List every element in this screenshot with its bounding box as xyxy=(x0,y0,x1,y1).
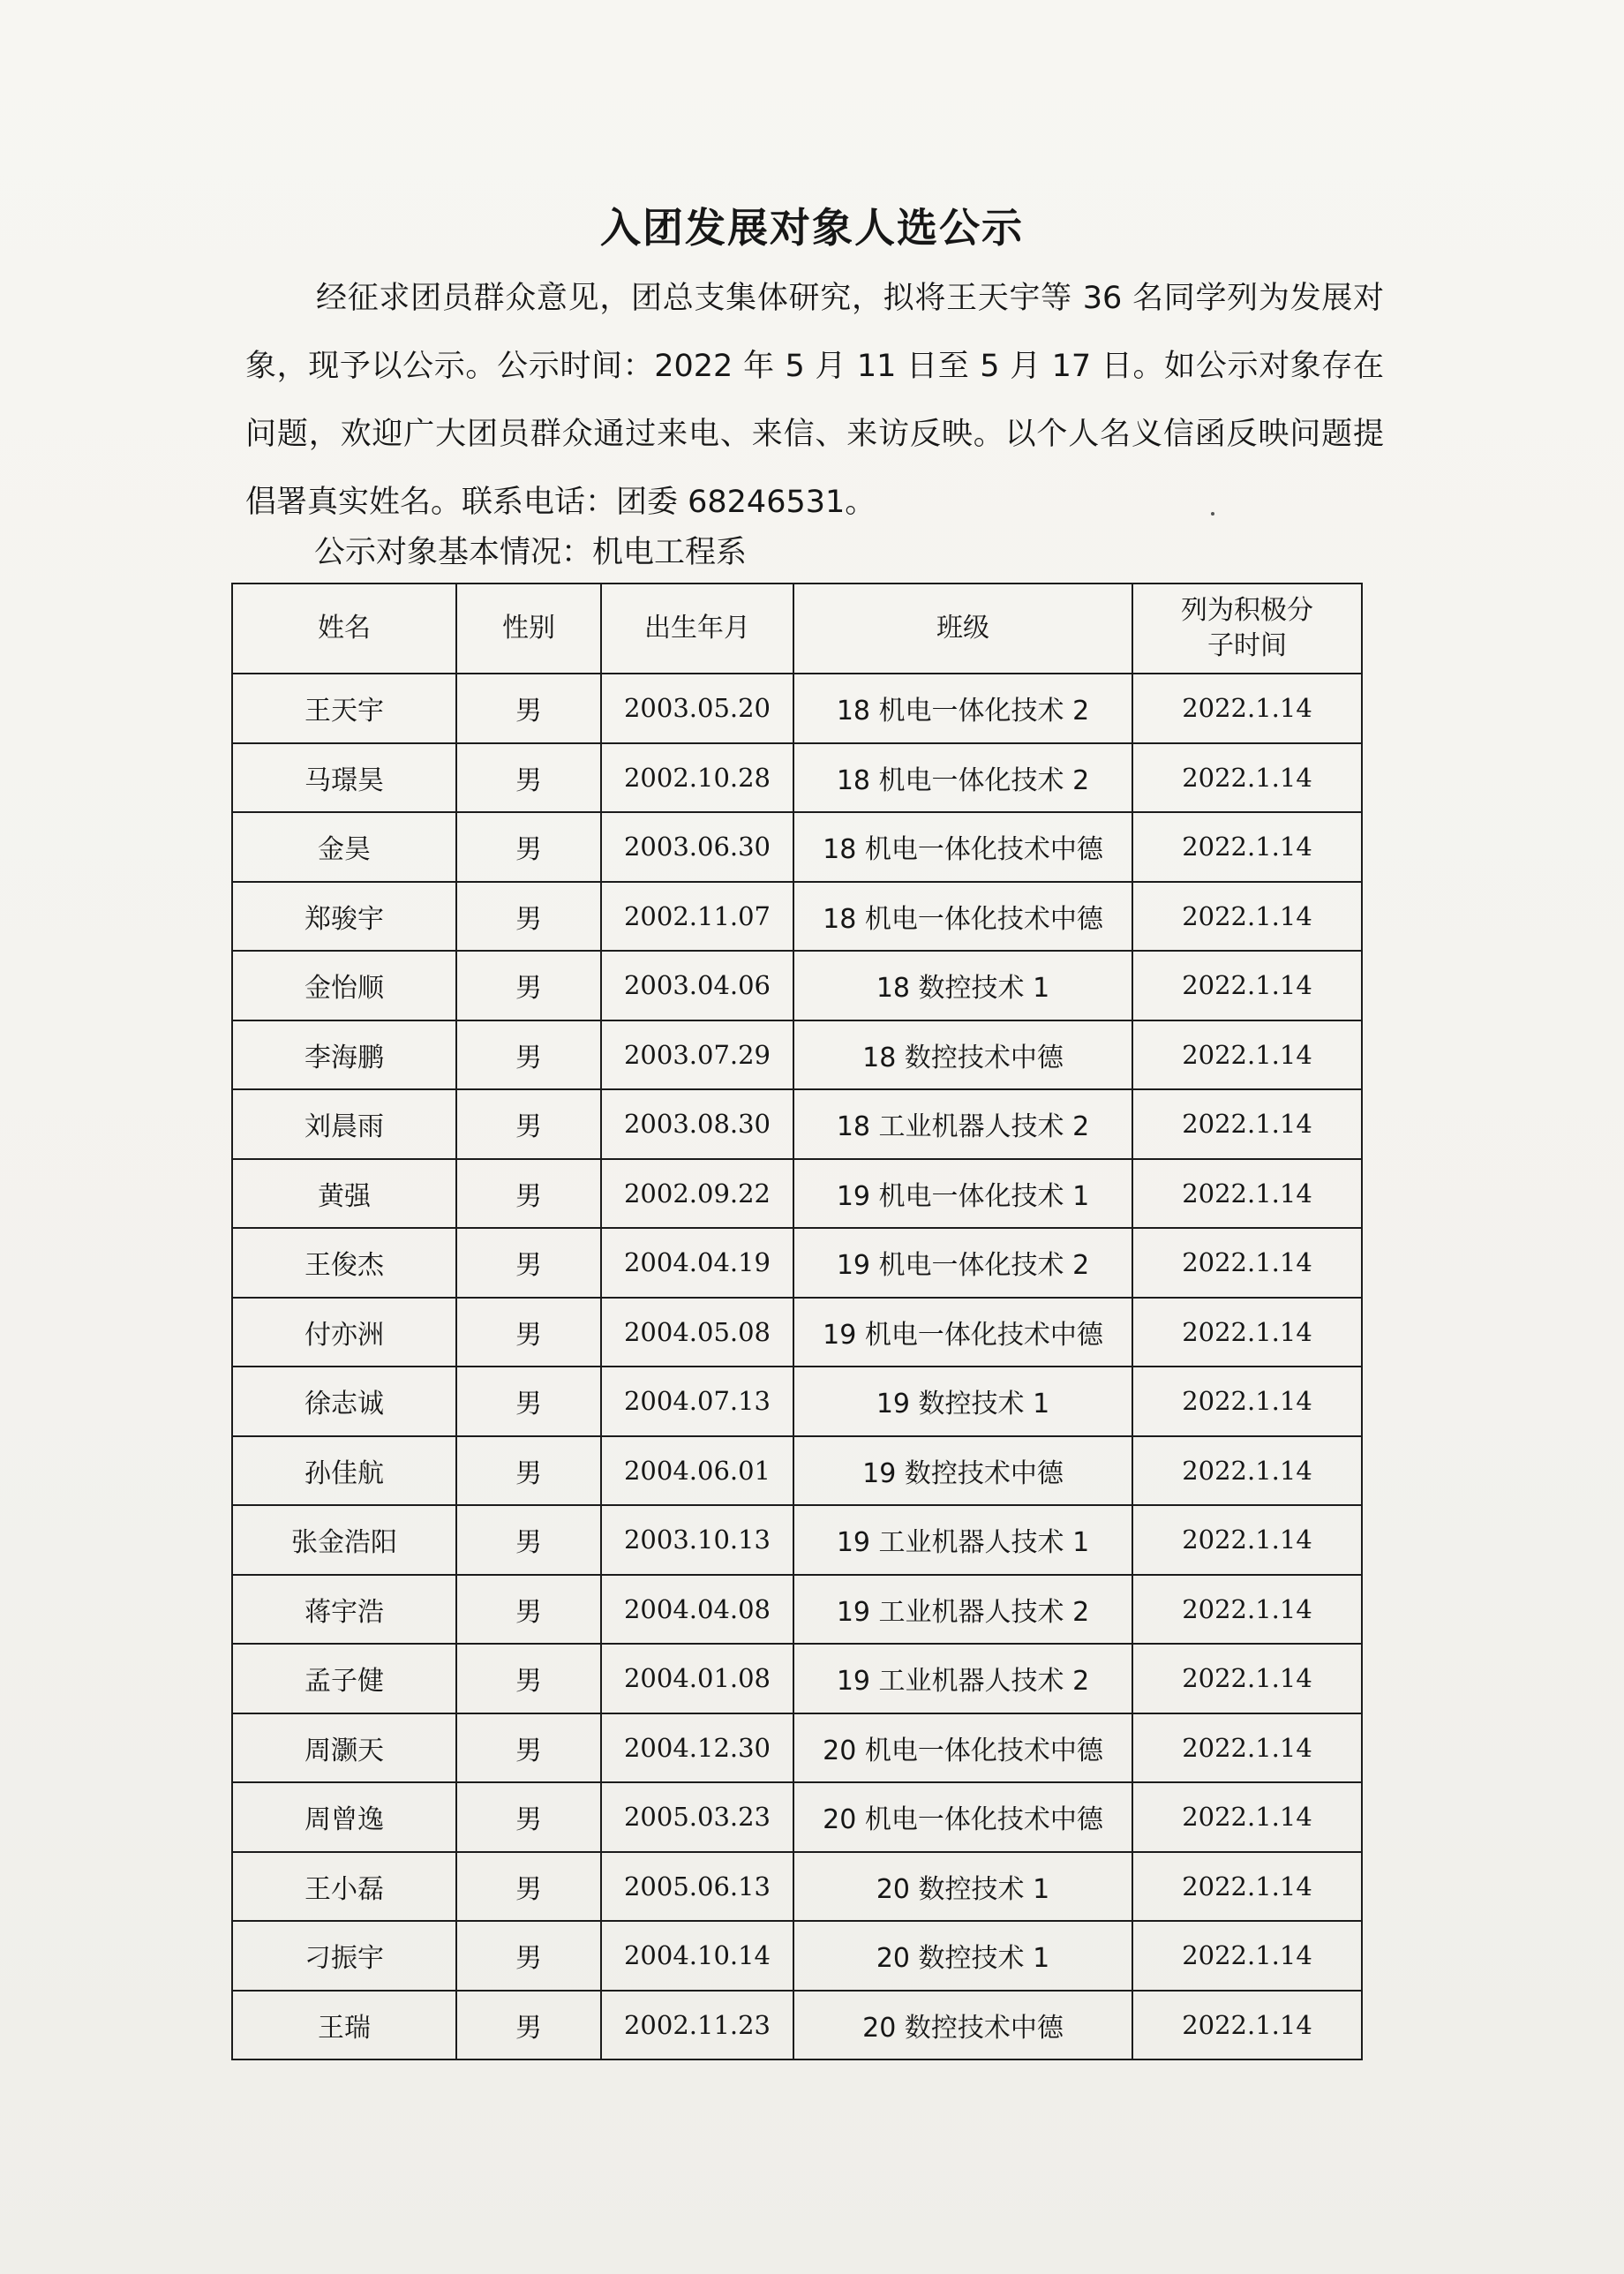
cell-activist-date: 2022.1.14 xyxy=(1132,743,1362,813)
table-row xyxy=(232,743,1362,813)
header-name: 姓名 xyxy=(232,584,456,674)
cell-activist-date: 2022.1.14 xyxy=(1132,1782,1362,1852)
cell-class: 20 机电一体化技术中德 xyxy=(793,1782,1132,1852)
cell-class: 20 机电一体化技术中德 xyxy=(793,1713,1132,1783)
cell-birth: 2004.12.30 xyxy=(601,1713,793,1783)
cell-gender: 男 xyxy=(456,674,601,743)
cell-activist-date: 2022.1.14 xyxy=(1132,1159,1362,1229)
table-row xyxy=(232,1852,1362,1922)
table-row xyxy=(232,1644,1362,1713)
header-activist-date: 列为积极分子时间 xyxy=(1132,584,1362,674)
cell-class: 19 工业机器人技术 1 xyxy=(793,1505,1132,1575)
table-row xyxy=(232,1575,1362,1645)
cell-name: 郑骏宇 xyxy=(232,882,456,952)
cell-gender: 男 xyxy=(456,743,601,813)
cell-birth: 2003.05.20 xyxy=(601,674,793,743)
cell-name: 王瑞 xyxy=(232,1991,456,2060)
cell-birth: 2003.08.30 xyxy=(601,1089,793,1159)
cell-birth: 2005.03.23 xyxy=(601,1782,793,1852)
cell-class: 19 数控技术 1 xyxy=(793,1367,1132,1436)
cell-name: 金怡顺 xyxy=(232,951,456,1020)
cell-name: 王小磊 xyxy=(232,1852,456,1922)
cell-gender: 男 xyxy=(456,882,601,952)
cell-name: 刁振宇 xyxy=(232,1921,456,1991)
table-row xyxy=(232,1159,1362,1229)
cell-gender: 男 xyxy=(456,1298,601,1367)
table-row xyxy=(232,1436,1362,1506)
cell-name: 刘晨雨 xyxy=(232,1089,456,1159)
cell-class: 18 机电一体化技术 2 xyxy=(793,743,1132,813)
cell-class: 20 数控技术 1 xyxy=(793,1852,1132,1922)
cell-activist-date: 2022.1.14 xyxy=(1132,1921,1362,1991)
cell-activist-date: 2022.1.14 xyxy=(1132,1228,1362,1298)
cell-class: 19 工业机器人技术 2 xyxy=(793,1575,1132,1645)
cell-class: 18 机电一体化技术中德 xyxy=(793,812,1132,882)
table-row xyxy=(232,812,1362,882)
cell-birth: 2002.11.07 xyxy=(601,882,793,952)
cell-birth: 2004.07.13 xyxy=(601,1367,793,1436)
cell-name: 黄强 xyxy=(232,1159,456,1229)
cell-class: 18 数控技术 1 xyxy=(793,951,1132,1020)
cell-activist-date: 2022.1.14 xyxy=(1132,951,1362,1020)
cell-name: 周灏天 xyxy=(232,1713,456,1783)
cell-birth: 2003.06.30 xyxy=(601,812,793,882)
table-row xyxy=(232,951,1362,1020)
cell-name: 马璟昊 xyxy=(232,743,456,813)
cell-gender: 男 xyxy=(456,951,601,1020)
cell-gender: 男 xyxy=(456,1159,601,1229)
cell-activist-date: 2022.1.14 xyxy=(1132,812,1362,882)
cell-activist-date: 2022.1.14 xyxy=(1132,674,1362,743)
header-class: 班级 xyxy=(793,584,1132,674)
cell-birth: 2003.10.13 xyxy=(601,1505,793,1575)
cell-gender: 男 xyxy=(456,1782,601,1852)
announcement-paragraph: 经征求团员群众意见，团总支集体研究，拟将王天宇等 36 名同学列为发展对象，现予以公示。公示时间：2022 年 5 月 11 日至 5 月 17 日。如公示对象存在问题，欢迎广大团员群众通过来电、来信、来访反映。以个人名义信函反映问题提倡署真实姓名。联系电话：团委 68246531。 xyxy=(245,281,1384,520)
cell-name: 金昊 xyxy=(232,812,456,882)
cell-activist-date: 2022.1.14 xyxy=(1132,1505,1362,1575)
cell-class: 18 机电一体化技术中德 xyxy=(793,882,1132,952)
table-row xyxy=(232,882,1362,952)
cell-gender: 男 xyxy=(456,1921,601,1991)
cell-class: 19 机电一体化技术中德 xyxy=(793,1298,1132,1367)
cell-name: 周曾逸 xyxy=(232,1782,456,1852)
cell-gender: 男 xyxy=(456,1991,601,2060)
cell-birth: 2004.04.19 xyxy=(601,1228,793,1298)
cell-class: 19 机电一体化技术 2 xyxy=(793,1228,1132,1298)
cell-gender: 男 xyxy=(456,812,601,882)
cell-activist-date: 2022.1.14 xyxy=(1132,1367,1362,1436)
header-gender: 性别 xyxy=(456,584,601,674)
cell-gender: 男 xyxy=(456,1436,601,1506)
cell-birth: 2002.10.28 xyxy=(601,743,793,813)
cell-activist-date: 2022.1.14 xyxy=(1132,1020,1362,1090)
cell-gender: 男 xyxy=(456,1505,601,1575)
cell-birth: 2003.07.29 xyxy=(601,1020,793,1090)
cell-birth: 2005.06.13 xyxy=(601,1852,793,1922)
cell-name: 徐志诚 xyxy=(232,1367,456,1436)
cell-name: 蒋宇浩 xyxy=(232,1575,456,1645)
cell-activist-date: 2022.1.14 xyxy=(1132,1298,1362,1367)
cell-activist-date: 2022.1.14 xyxy=(1132,1089,1362,1159)
cell-birth: 2002.09.22 xyxy=(601,1159,793,1229)
cell-name: 王俊杰 xyxy=(232,1228,456,1298)
table-body xyxy=(232,674,1362,2059)
cell-birth: 2004.04.08 xyxy=(601,1575,793,1645)
cell-activist-date: 2022.1.14 xyxy=(1132,1436,1362,1506)
table-row xyxy=(232,1991,1362,2060)
table-row xyxy=(232,1020,1362,1090)
cell-activist-date: 2022.1.14 xyxy=(1132,1852,1362,1922)
cell-gender: 男 xyxy=(456,1020,601,1090)
cell-name: 王天宇 xyxy=(232,674,456,743)
table-row xyxy=(232,674,1362,743)
cell-activist-date: 2022.1.14 xyxy=(1132,1991,1362,2060)
cell-name: 张金浩阳 xyxy=(232,1505,456,1575)
cell-gender: 男 xyxy=(456,1713,601,1783)
roster-subheading: 公示对象基本情况：机电工程系 xyxy=(314,535,748,570)
cell-birth: 2004.05.08 xyxy=(601,1298,793,1367)
cell-class: 20 数控技术 1 xyxy=(793,1921,1132,1991)
cell-gender: 男 xyxy=(456,1367,601,1436)
cell-activist-date: 2022.1.14 xyxy=(1132,1644,1362,1713)
cell-gender: 男 xyxy=(456,1089,601,1159)
cell-activist-date: 2022.1.14 xyxy=(1132,1575,1362,1645)
cell-activist-date: 2022.1.14 xyxy=(1132,1713,1362,1783)
cell-activist-date: 2022.1.14 xyxy=(1132,882,1362,952)
cell-class: 19 工业机器人技术 2 xyxy=(793,1644,1132,1713)
cell-birth: 2003.04.06 xyxy=(601,951,793,1020)
cell-class: 18 机电一体化技术 2 xyxy=(793,674,1132,743)
document-title: 入团发展对象人选公示 xyxy=(600,204,1024,252)
cell-class: 19 机电一体化技术 1 xyxy=(793,1159,1132,1229)
cell-class: 18 数控技术中德 xyxy=(793,1020,1132,1090)
cell-name: 孟子健 xyxy=(232,1644,456,1713)
cell-birth: 2004.01.08 xyxy=(601,1644,793,1713)
ink-speck xyxy=(1211,512,1214,516)
cell-name: 孙佳航 xyxy=(232,1436,456,1506)
cell-name: 李海鹏 xyxy=(232,1020,456,1090)
cell-gender: 男 xyxy=(456,1228,601,1298)
cell-gender: 男 xyxy=(456,1644,601,1713)
table-row xyxy=(232,1298,1362,1367)
table-row xyxy=(232,1782,1362,1852)
cell-birth: 2004.10.14 xyxy=(601,1921,793,1991)
table-row xyxy=(232,1505,1362,1575)
table-row xyxy=(232,1367,1362,1436)
table-row xyxy=(232,1228,1362,1298)
cell-gender: 男 xyxy=(456,1575,601,1645)
cell-class: 20 数控技术中德 xyxy=(793,1991,1132,2060)
header-birth: 出生年月 xyxy=(601,584,793,674)
cell-class: 19 数控技术中德 xyxy=(793,1436,1132,1506)
table-row xyxy=(232,1713,1362,1783)
table-row xyxy=(232,1921,1362,1991)
cell-name: 付亦洲 xyxy=(232,1298,456,1367)
table-row xyxy=(232,1089,1362,1159)
cell-birth: 2004.06.01 xyxy=(601,1436,793,1506)
cell-gender: 男 xyxy=(456,1852,601,1922)
table-header-row xyxy=(232,584,1362,674)
candidate-table xyxy=(231,583,1363,2060)
cell-class: 18 工业机器人技术 2 xyxy=(793,1089,1132,1159)
cell-birth: 2002.11.23 xyxy=(601,1991,793,2060)
